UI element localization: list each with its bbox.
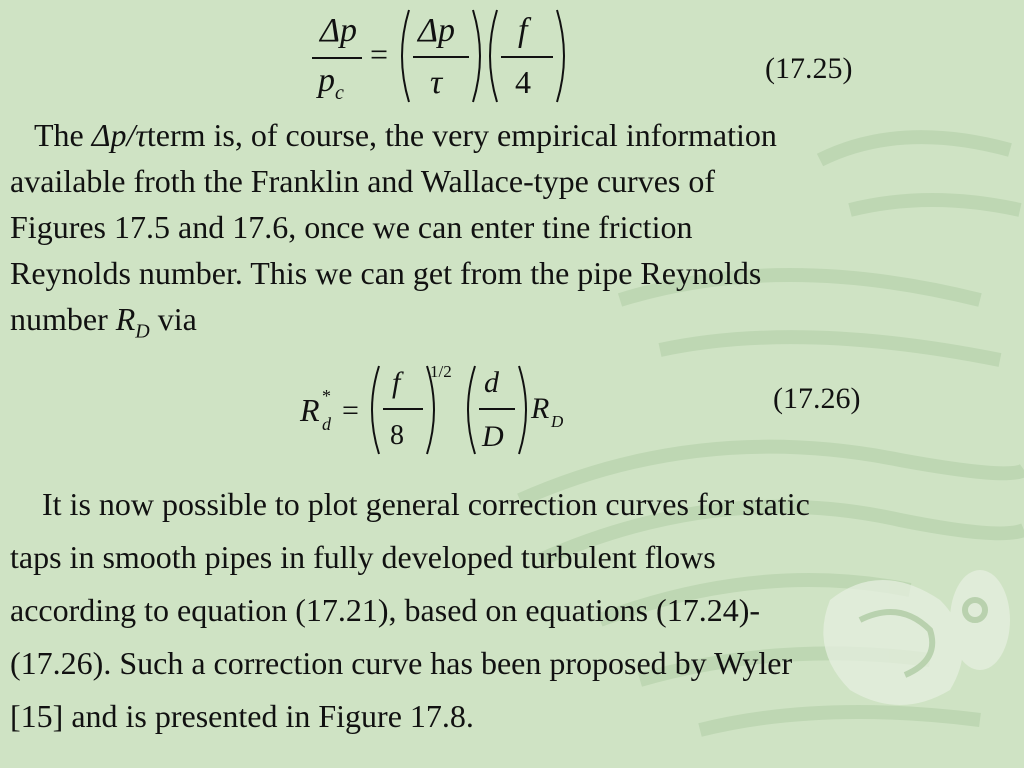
eq1-equals: = xyxy=(370,36,389,72)
paragraph-1-line-2: available froth the Franklin and Wallace-type curves of xyxy=(10,163,715,199)
paragraph-1-line-5: number $R_D$ via xyxy=(10,301,197,343)
eq2-equals: = xyxy=(342,394,359,427)
eq2-frac2-numerator: d xyxy=(484,366,499,399)
eq1-lhs-denominator: $p_c$ xyxy=(318,62,344,104)
eq2-lhs-superscript: * xyxy=(322,386,331,406)
paragraph-2-line-5: [15] and is presented in Figure 17.8. xyxy=(10,698,474,734)
symbol-rd: R xyxy=(115,301,136,337)
symbol-dp-over-tau: Δp/τ xyxy=(91,117,147,153)
eq2-lhs-base: R xyxy=(300,392,320,428)
eq1-frac1-denominator: τ xyxy=(430,64,443,101)
eq2-number: (17.26) xyxy=(773,382,861,415)
paragraph-1-line-1: The Δp/τterm is, of course, the very empirical information xyxy=(34,117,777,153)
eq1-number: (17.25) xyxy=(765,52,853,85)
eq2-rhs-subscript: D xyxy=(551,412,564,431)
eq2-frac1-denominator: 8 xyxy=(390,420,404,451)
paragraph-1-line-4: Reynolds number. This we can get from the pipe Reynolds xyxy=(10,255,762,291)
eq1-frac2-numerator: f xyxy=(518,12,528,49)
eq2-exponent: 1/2 xyxy=(430,362,452,381)
eq1-frac2-denominator: 4 xyxy=(515,64,531,100)
eq1-lhs-numerator: Δp xyxy=(320,12,357,49)
eq2-frac1-numerator: f xyxy=(392,366,401,399)
paragraph-2-line-2: taps in smooth pipes in fully developed turbulent flows xyxy=(10,539,716,575)
paragraph-2-line-1: It is now possible to plot general correction curves for static xyxy=(42,486,810,522)
paragraph-2-line-4: (17.26). Such a correction curve has been proposed by Wyler xyxy=(10,645,793,681)
paragraph-2-line-3: according to equation (17.21), based on equations (17.24)- xyxy=(10,592,761,628)
eq2-rhs-base: R xyxy=(531,392,550,425)
eq2-frac2-denominator: D xyxy=(482,420,504,453)
eq1-frac1-numerator: Δp xyxy=(418,12,455,49)
eq2-lhs-subscript: d xyxy=(322,414,331,434)
paragraph-1-line-3: Figures 17.5 and 17.6, once we can enter tine friction xyxy=(10,209,693,245)
eq1-lhs-fraction-bar xyxy=(312,57,362,59)
